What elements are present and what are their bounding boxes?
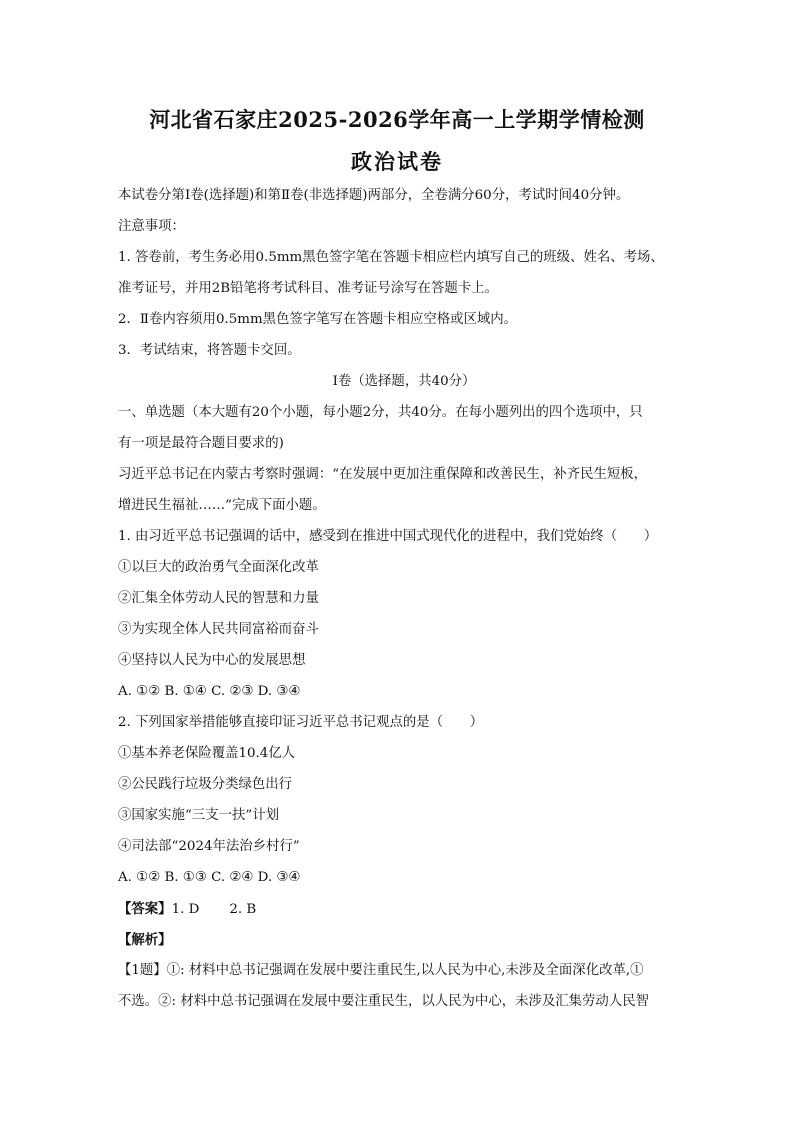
- part-instruction: 一、单选题（本大题有20个小题，每小题2分，共40分。在每小题列出的四个选项中，只: [118, 405, 643, 420]
- exam-title: 河北省石家庄2025-2026学年高一上学期学情检测: [149, 107, 645, 132]
- section-title: Ⅰ卷（选择题，共40分）: [332, 374, 476, 389]
- question-1-item: ②汇集全体劳动人民的智慧和力量: [118, 591, 319, 606]
- answer-q2: 2. B: [229, 902, 257, 917]
- intro-text: 本试卷分第Ⅰ卷(选择题)和第Ⅱ卷(非选择题)两部分，全卷满分60分，考试时间40分钟。: [118, 188, 630, 203]
- note-line: 3．考试结束，将答题卡交回。: [118, 343, 301, 358]
- question-2-stem: 2. 下列国家举措能够直接印证习近平总书记观点的是（ ）: [118, 715, 484, 730]
- analysis-line: 【1题】①: 材料中总书记强调在发展中要注重民生,以人民为中心,未涉及全面深化改革,①: [118, 963, 644, 978]
- answer-q1: 1. D: [171, 902, 200, 917]
- part-instruction: 有一项是最符合题目要求的): [118, 436, 284, 451]
- note-line: 准考证号，并用2B铅笔将考试科目、准考证号涂写在答题卡上。: [118, 281, 498, 296]
- question-2-options: A. ①② B. ①③ C. ②④ D. ③④: [118, 870, 301, 885]
- question-1-stem: 1. 由习近平总书记强调的话中，感受到在推进中国式现代化的进程中，我们党始终（ ）: [118, 529, 658, 544]
- question-2-item: ③国家实施“三支一扶”计划: [118, 808, 279, 823]
- analysis-label: 【解析】: [118, 932, 172, 948]
- notes-title: 注意事项：: [118, 219, 185, 234]
- question-2-item: ①基本养老保险覆盖10.4亿人: [118, 746, 296, 761]
- question-1-item: ④坚持以人民为中心的发展思想: [118, 653, 306, 668]
- material-text: 增进民生福祉……”完成下面小题。: [118, 498, 326, 513]
- analysis-line: 不选。②: 材料中总书记强调在发展中要注重民生，以人民为中心，未涉及汇集劳动人民智: [118, 994, 649, 1009]
- question-2-item: ②公民践行垃圾分类绿色出行: [118, 777, 293, 792]
- material-text: 习近平总书记在内蒙古考察时强调：“在发展中更加注重保障和改善民生，补齐民生短板，: [118, 467, 648, 482]
- note-line: 1. 答卷前，考生务必用0.5mm黑色签字笔在答题卡相应栏内填写自己的班级、姓名、考场、: [118, 250, 664, 265]
- answer-line: [118, 899, 690, 930]
- question-1-item: ③为实现全体人民共同富裕而奋斗: [118, 622, 319, 637]
- exam-subject-title: 政治试卷: [351, 149, 443, 174]
- question-1-item: ①以巨大的政治勇气全面深化改革: [118, 560, 319, 575]
- exam-body: [118, 186, 690, 1023]
- note-line: 2．Ⅱ卷内容须用0.5mm黑色签字笔写在答题卡相应空格或区域内。: [118, 312, 518, 327]
- answer-label: 【答案】: [118, 901, 172, 917]
- question-1-options: A. ①② B. ①④ C. ②③ D. ③④: [118, 684, 301, 699]
- question-2-item: ④司法部“2024年法治乡村行”: [118, 839, 300, 854]
